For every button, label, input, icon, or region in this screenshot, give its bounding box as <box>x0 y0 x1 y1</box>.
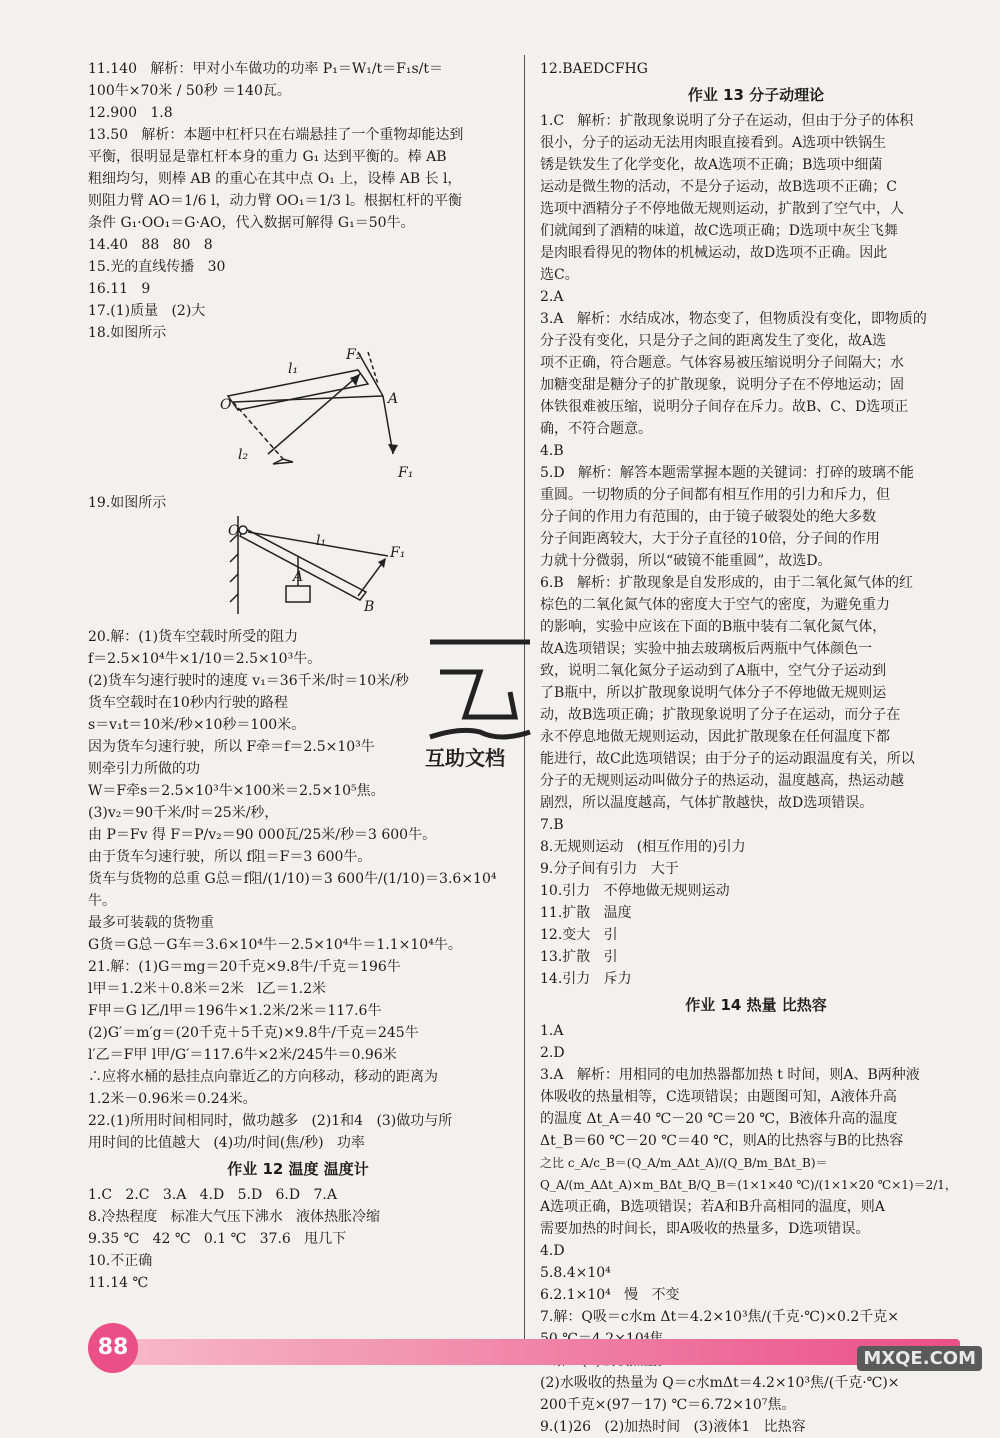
answer-line: 由于货车匀速行驶，所以 f阻＝F＝3 600牛。 <box>88 849 372 865</box>
answer-line: (2)水吸收的热量为 Q＝c水mΔt＝4.2×10³焦/(千克·℃)× <box>540 1375 900 1391</box>
answer-line: 6.B 解析：扩散现象是自发形成的，由于二氧化氮气体的红 <box>540 575 913 591</box>
left-answers-c <box>88 1184 508 1294</box>
answer-line: 锈是铁发生了化学变化，故A选项不正确；B选项中细菌 <box>540 157 883 173</box>
answer-line: 们就闻到了酒精的味道，故C选项正确；D选项中灰尘飞舞 <box>540 223 898 239</box>
answer-line: 10.不正确 <box>88 1253 153 1269</box>
section-heading-12: 作业 12 温度 温度计 <box>227 1160 369 1178</box>
answer-line: 货车与货物的总重 G总＝f阻/(1/10)＝3 600牛/(1/10)＝3.6×10⁴牛。 <box>88 871 497 909</box>
answer-line: 17.(1)质量 (2)大 <box>88 303 206 319</box>
point-o-label: O <box>220 397 232 413</box>
answer-line: 选C。 <box>540 267 579 283</box>
answer-line: 13.50 解析：本题中杠杆只在右端悬挂了一个重物却能达到 <box>88 127 464 143</box>
answer-line: 11.140 解析：甲对小车做功的功率 P₁＝W₁/t＝F₁s/t＝ <box>88 61 444 77</box>
answer-line: 1.C 2.C 3.A 4.D 5.D 6.D 7.A <box>88 1187 337 1203</box>
answer-line: 最多可装载的货物重 <box>88 915 214 931</box>
answer-line: 故A选项错误；实验中抽去玻璃板后两瓶中气体颜色一 <box>540 641 873 657</box>
answer-line: 致，说明二氧化氮分子运动到了A瓶中，空气分子运动到 <box>540 663 887 679</box>
answer-line: G货＝G总－G车＝3.6×10⁴牛－2.5×10⁴牛＝1.1×10⁴牛。 <box>88 937 462 953</box>
answer-line: 18.如图所示 <box>88 325 167 341</box>
answer-line: 8.冷热程度 标准大气压下沸水 液体热胀冷缩 <box>88 1209 381 1225</box>
answer-line: 12.变大 引 <box>540 927 618 943</box>
answer-line: 分子间的作用力有范围的，由于镜子破裂处的绝大多数 <box>540 509 876 525</box>
footer-band <box>130 1339 960 1365</box>
answer-line: 11.扩散 温度 <box>540 905 632 921</box>
watermark-text: 互助文档 <box>425 746 505 770</box>
answer-line: 15.光的直线传播 30 <box>88 259 226 275</box>
answer-line: 10.引力 不停地做无规则运动 <box>540 883 730 899</box>
answer-line: 是肉眼看得见的物体的机械运动，故D选项不正确。因此 <box>540 245 888 261</box>
answer-line: 运动是微生物的活动，不是分子运动，故B选项不正确；C <box>540 179 897 195</box>
force-f2-label: F₂ <box>346 347 362 363</box>
answer-line: 货车空载时在10秒内行驶的路程 <box>88 695 288 711</box>
answer-line: (2)货车匀速行驶时的速度 v₁＝36千米/时＝10米/秒 <box>88 673 409 689</box>
answer-line: 9.分子间有引力 大于 <box>540 861 679 877</box>
answer-line: 21.解：(1)G＝mg＝20千克×9.8牛/千克＝196牛 <box>88 959 401 975</box>
answer-line: 重圆。一切物质的分子间都有相互作用的引力和斥力，但 <box>540 487 890 503</box>
answer-line: 6.2.1×10⁴ 慢 不变 <box>540 1287 680 1303</box>
answer-line: l′乙＝F甲 l甲/G′＝117.6牛×2米/245牛＝0.96米 <box>88 1047 397 1063</box>
lever-figure-18 <box>88 344 508 492</box>
answer-line: 7.解：Q吸＝c水m Δt＝4.2×10³焦/(千克·℃)×0.2千克× <box>540 1309 900 1325</box>
section-heading-14: 作业 14 热量 比热容 <box>685 996 827 1014</box>
answer-line: 1.2米－0.96米＝0.24米。 <box>88 1091 257 1107</box>
answer-line: s＝v₁t＝10米/秒×10秒＝100米。 <box>88 717 306 733</box>
point-b-label: B <box>364 599 375 615</box>
answer-line: 则牵引力所做的功 <box>88 761 200 777</box>
answer-line: 由 P＝Fv 得 F＝P/v₂＝90 000瓦/25米/秒＝3 600牛。 <box>88 827 437 843</box>
point-a-label: A <box>293 569 304 585</box>
answer-line: 棕色的二氧化氮气体的密度大于空气的密度，为避免重力 <box>540 597 890 613</box>
answer-line: 5.D 解析：解答本题需掌握本题的关键词：打碎的玻璃不能 <box>540 465 914 481</box>
answer-line: f＝2.5×10⁴牛×1/10＝2.5×10³牛。 <box>88 651 322 667</box>
force-f1-label: F₁ <box>390 545 406 561</box>
answer-line: 11.14 ℃ <box>88 1275 149 1291</box>
answer-line: l甲＝1.2米＋0.8米＝2米 l乙＝1.2米 <box>88 981 327 997</box>
answer-line: 项不正确，符合题意。气体容易被压缩说明分子间隔大；水 <box>540 355 904 371</box>
answer-line: 13.扩散 引 <box>540 949 618 965</box>
right-answers-13 <box>540 110 972 990</box>
arm-l1-label: l₁ <box>316 533 327 549</box>
page-number: 88 <box>88 1323 138 1373</box>
answer-line: 的影响，实验中应该在下面的B瓶中装有二氧化氮气体， <box>540 619 887 635</box>
answer-line: 分子间距离较大，大于分子直径的10倍，分子间的作用 <box>540 531 880 547</box>
answer-line: 加糖变甜是糖分子的扩散现象，说明分子在不停地运动；固 <box>540 377 904 393</box>
page-footer <box>0 1313 1000 1383</box>
answer-line: 之比 c_A/c_B＝(Q_A/m_AΔt_A)/(Q_B/m_BΔt_B)＝Q_A/(m_AΔt_A)×m_BΔt_B/Q_B＝(1×1×40 ℃)/(1×1×20 ℃×1)＝2/1， <box>540 1156 957 1192</box>
answer-line: 2.A <box>540 289 564 305</box>
answer-line: 2.D <box>540 1045 565 1061</box>
answer-line: (2)G′＝m′g＝(20千克＋5千克)×9.8牛/千克＝245牛 <box>88 1025 419 1041</box>
answer-line: 动，故B选项正确；扩散现象说明了分子在运动，而分子在 <box>540 707 901 723</box>
answer-line: 了B瓶中，所以扩散现象说明气体分子不停地做无规则运 <box>540 685 887 701</box>
answer-line: W＝F牵s＝2.5×10³牛×100米＝2.5×10⁵焦。 <box>88 783 385 799</box>
lever-figure-19 <box>88 514 508 626</box>
answer-line: 12.900 1.8 <box>88 105 173 121</box>
answer-line: F甲＝G l乙/l甲＝196牛×1.2米/2米＝117.6牛 <box>88 1003 382 1019</box>
answer-line: 3.A 解析：用相同的电加热器都加热 t 时间，则A、B两种液 <box>540 1067 920 1083</box>
corner-watermark: MXQE.COM <box>857 1346 982 1371</box>
answer-line: 100牛×70米 / 50秒 ＝140瓦。 <box>88 83 291 99</box>
force-f1-label: F₁ <box>398 465 414 481</box>
answer-line: 4.D <box>540 1243 565 1259</box>
point-o-label: O <box>228 523 240 539</box>
answer-line: 平衡，很明显是靠杠杆本身的重力 G₁ 达到平衡的。棒 AB <box>88 149 447 165</box>
left-answers-a <box>88 58 508 344</box>
answer-line: ∴应将水桶的悬挂点向靠近乙的方向移动，移动的距离为 <box>88 1069 438 1085</box>
point-a-label: A <box>388 391 399 407</box>
answer-line: 很小，分子的运动无法用肉眼直接看到。A选项中铁锅生 <box>540 135 887 151</box>
answer-line: 1.A <box>540 1023 564 1039</box>
answer-line: 16.11 9 <box>88 281 151 297</box>
answer-line: 22.(1)所用时间相同时，做功越多 (2)1和4 (3)做功与所 <box>88 1113 453 1129</box>
answer-line: 用时间的比值越大 (4)功/时间(焦/秒) 功率 <box>88 1135 365 1151</box>
answer-line: 永不停息地做无规则运动，因此扩散现象在任何温度下都 <box>540 729 890 745</box>
answer-line: 选项中酒精分子不停地做无规则运动，扩散到了空气中，人 <box>540 201 904 217</box>
answer-line: 分子的无规则运动叫做分子的热运动，温度越高，热运动越 <box>540 773 904 789</box>
answer-line: 粗细均匀，则棒 AB 的重心在其中点 O₁ 上，设棒 AB 长 l， <box>88 171 462 187</box>
answer-line: 需要加热的时间长，即A吸收的热量多，D选项错误。 <box>540 1221 870 1237</box>
answer-line: 的温度 Δt_A＝40 ℃－20 ℃＝20 ℃，B液体升高的温度 <box>540 1111 898 1127</box>
answer-line: 分子没有变化，只是分子之间的距离发生了变化，故A选 <box>540 333 887 349</box>
arm-l1-label: l₁ <box>288 361 299 377</box>
answer-line: 12.BAEDCFHG <box>540 61 648 77</box>
answer-line: 剧烈，所以温度越高，气体扩散越快，故D选项错误。 <box>540 795 874 811</box>
answer-line: 能进行，故C此选项错误；由于分子的运动跟温度有关，所以 <box>540 751 915 767</box>
answer-line: 14.40 88 80 8 <box>88 237 213 253</box>
answer-line: 7.B <box>540 817 564 833</box>
answer-line: 条件 G₁·OO₁＝G·AO，代入数据可解得 G₁＝50牛。 <box>88 215 415 231</box>
answer-line: 5.8.4×10⁴ <box>540 1265 611 1281</box>
answer-line: 9.35 ℃ 42 ℃ 0.1 ℃ 37.6 甩几下 <box>88 1231 347 1247</box>
section-heading-13: 作业 13 分子动理论 <box>687 86 825 104</box>
answer-line: (3)v₂＝90千米/时＝25米/秒， <box>88 805 279 821</box>
answer-line: 14.引力 斥力 <box>540 971 632 987</box>
answer-line: 体吸收的热量相等，C选项错误；由题图可知，A液体升高 <box>540 1089 897 1105</box>
answer-line: A选项正确，B选项错误；若A和B升高相同的温度，则A <box>540 1199 885 1215</box>
answer-line: 力就十分微弱，所以“破镜不能重圆”，故选D。 <box>540 553 832 569</box>
answer-line: 20.解：(1)货车空载时所受的阻力 <box>88 629 299 645</box>
answer-line: 200千克×(97－17) ℃＝6.72×10⁷焦。 <box>540 1397 796 1413</box>
answer-line: Δt_B＝60 ℃－20 ℃＝40 ℃，则A的比热容与B的比热容 <box>540 1133 904 1149</box>
answer-line: 8.无规则运动 (相互作用的)引力 <box>540 839 746 855</box>
answer-line: 9.(1)26 (2)加热时间 (3)液体1 比热容 <box>540 1419 806 1435</box>
answer-line: 19.如图所示 <box>88 495 167 511</box>
answer-line: 3.A 解析：水结成冰，物态变了，但物质没有变化，即物质的 <box>540 311 927 327</box>
right-column <box>540 58 972 1438</box>
answer-line: 1.C 解析：扩散现象说明了分子在运动，但由于分子的体积 <box>540 113 914 129</box>
answer-line: 则阻力臂 AO＝1/6 l，动力臂 OO₁＝1/3 l。根据杠杆的平衡 <box>88 193 462 209</box>
answer-line: 体铁很难被压缩，说明分子间存在斥力。故B、C、D选项正 <box>540 399 909 415</box>
arm-l2-label: l₂ <box>238 447 249 463</box>
answer-line: 4.B <box>540 443 564 459</box>
answer-line: 因为货车匀速行驶，所以 F牵＝f＝2.5×10³牛 <box>88 739 375 755</box>
answer-line: 确，不符合题意。 <box>540 421 652 437</box>
